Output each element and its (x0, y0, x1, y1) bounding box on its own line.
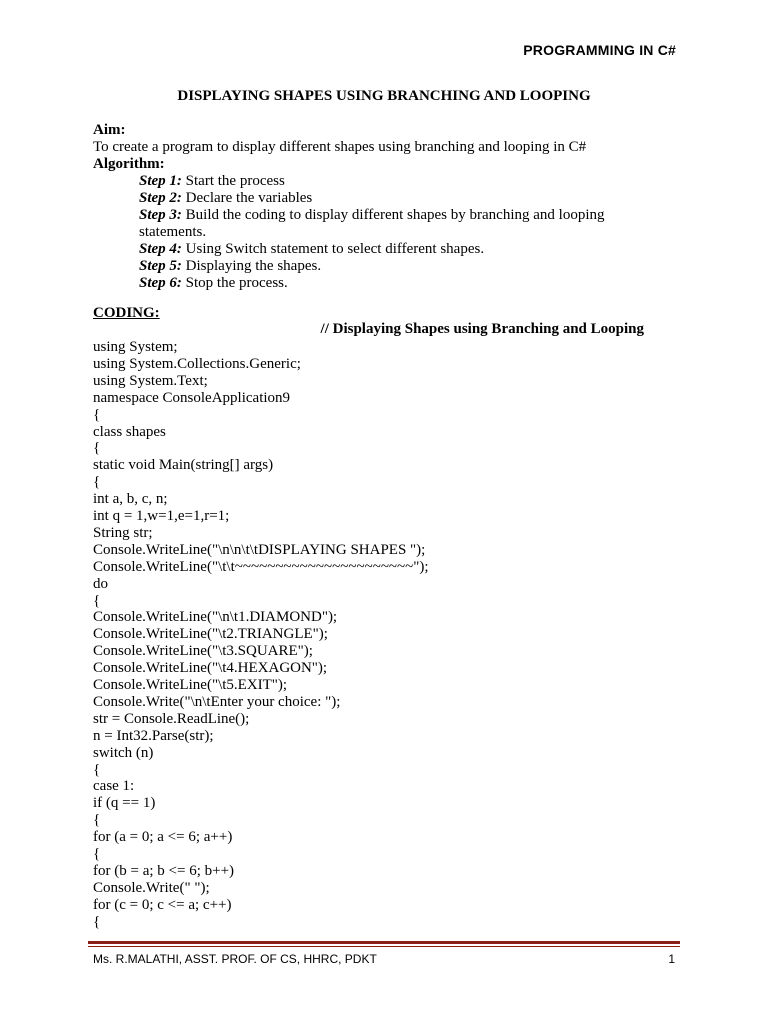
code-line: String str; (93, 524, 153, 541)
step-label: Step 6: (139, 275, 182, 291)
page-number: 1 (668, 952, 675, 966)
code-line: namespace ConsoleApplication9 (93, 389, 291, 406)
step-label: Step 4: (139, 241, 182, 257)
coding-heading: // Displaying Shapes using Branching and Looping (320, 321, 644, 337)
code-line: Console.Write("\n\tEnter your choice: "); (93, 693, 341, 710)
step-text: Declare the variables (181, 190, 313, 206)
code-line: int q = 1,w=1,e=1,r=1; (93, 508, 230, 524)
code-line: case 1: (93, 778, 135, 795)
footer-rule (88, 941, 680, 944)
code-line: n = Int32.Parse(str); (93, 727, 214, 744)
code-line: Console.Write(" "); (93, 879, 210, 896)
algorithm-step (139, 224, 206, 241)
code-line: { (93, 761, 101, 778)
code-line: { (93, 406, 101, 423)
code-line: Console.WriteLine("\t4.HEXAGON"); (93, 660, 328, 677)
code-line: Console.WriteLine("\t\t~~~~~~~~~~~~~~~~~~~~~~"); (93, 558, 429, 575)
code-line: int a, b, c, n; (93, 491, 168, 508)
algorithm-step (139, 275, 288, 292)
code-line: for (b = a; b <= 6; b++) (93, 862, 235, 879)
code-line: static void Main(string[] args) (93, 457, 274, 474)
code-line: Console.WriteLine("\t5.EXIT"); (93, 677, 288, 693)
step-text: Build the coding to display different shapes by branching and looping (181, 207, 605, 223)
code-line: Console.WriteLine("\n\t1.DIAMOND"); (93, 609, 338, 626)
aim-label: Aim: (93, 122, 126, 138)
code-line: { (93, 812, 101, 829)
step-label: Step 5: (139, 258, 182, 274)
code-line: switch (n) (93, 744, 154, 761)
code-line: Console.WriteLine("\t2.TRIANGLE"); (93, 626, 328, 643)
code-line: using System; (93, 339, 178, 355)
page-header-title: PROGRAMMING IN C# (523, 42, 676, 58)
step-label: Step 3: (139, 207, 182, 223)
algorithm-step (139, 241, 484, 258)
code-line: if (q == 1) (93, 795, 156, 812)
code-line: for (c = 0; c <= a; c++) (93, 896, 232, 913)
step-text: Using Switch statement to select different shapes. (181, 241, 485, 257)
step-text: Stop the process. (181, 275, 288, 291)
algorithm-step (139, 190, 312, 207)
code-line: { (93, 474, 101, 491)
code-line: using System.Collections.Generic; (93, 355, 301, 372)
code-line: { (93, 440, 101, 457)
footer-author: Ms. R.MALATHI, ASST. PROF. OF CS, HHRC, PDKT (93, 952, 377, 966)
code-line: { (93, 846, 101, 862)
code-line: Console.WriteLine("\n\n\t\tDISPLAYING SHAPES "); (93, 541, 426, 558)
footer-rule-thin (88, 946, 680, 947)
coding-label: CODING: (93, 305, 160, 321)
step-label: Step 1: (139, 173, 182, 189)
code-line: str = Console.ReadLine(); (93, 710, 250, 727)
code-line: using System.Text; (93, 372, 208, 389)
step-text: Displaying the shapes. (181, 258, 322, 274)
algorithm-label: Algorithm: (93, 156, 165, 172)
algorithm-step (139, 207, 605, 224)
step-text: Start the process (181, 173, 285, 189)
code-line: Console.WriteLine("\t3.SQUARE"); (93, 643, 313, 660)
algorithm-step (139, 173, 285, 190)
code-line: for (a = 0; a <= 6; a++) (93, 829, 233, 846)
code-line: { (93, 592, 101, 609)
code-line: do (93, 575, 108, 592)
document-title: DISPLAYING SHAPES USING BRANCHING AND LOOPING (177, 88, 591, 104)
step-label: Step 2: (139, 190, 182, 206)
code-line: class shapes (93, 423, 166, 440)
algorithm-step (139, 258, 321, 275)
aim-text: To create a program to display different shapes using branching and looping in C# (93, 139, 587, 155)
step-text: statements. (139, 224, 207, 240)
code-line: { (93, 913, 101, 930)
